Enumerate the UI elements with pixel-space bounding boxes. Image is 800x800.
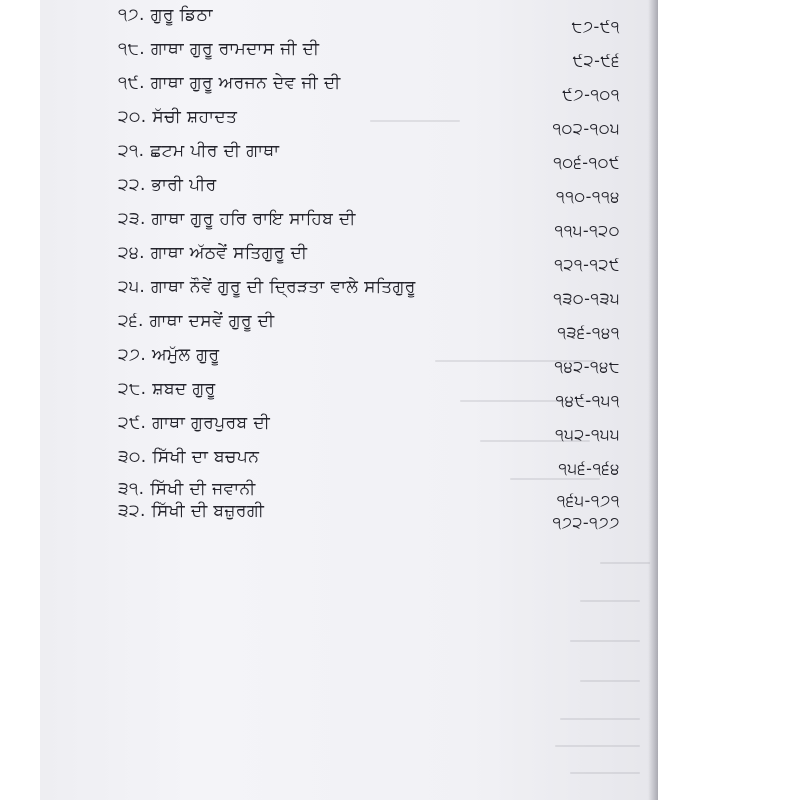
entry-title: ੨੩. ਗਾਥਾ ਗੁਰੂ ਹਰਿ ਰਾਇ ਸਾਹਿਬ ਦੀ [118,209,356,229]
entry-title: ੧੮. ਗਾਥਾ ਗੁਰੂ ਰਾਮਦਾਸ ਜੀ ਦੀ [118,39,320,59]
entry-title: ੨੨. ਭਾਰੀ ਪੀਰ [118,175,217,195]
entry-title: ੨੭. ਅਮੁੱਲ ਗੁਰੂ [118,345,220,365]
toc-entry [40,446,658,480]
entry-page-range: ੧੦੬-੧੦੯ [553,153,620,172]
entry-title: ੩੧. ਸਿੱਖੀ ਦੀ ਜਵਾਨੀ [118,479,256,499]
entry-page-range: ੧੪੨-੧੪੮ [554,357,620,376]
entry-title: ੩੦. ਸਿੱਖੀ ਦਾ ਬਚਪਨ [118,447,260,467]
entry-title: ੨੦. ਸੱਚੀ ਸ਼ਹਾਦਤ [118,107,238,127]
entry-page-range: ੧੨੧-੧੨੯ [554,255,620,274]
entry-title: ੨੧. ਛਟਮ ਪੀਰ ਦੀ ਗਾਥਾ [118,141,280,161]
toc-entry [40,4,658,38]
entry-title: ੧੭. ਗੁਰੂ ਡਿਠਾ [118,5,213,25]
toc-entry [40,140,658,174]
entry-page-range: ੧੦੨-੧੦੫ [552,119,620,138]
entry-page-range: ੯੭-੧੦੧ [562,85,620,104]
entry-page-range: ੧੩੬-੧੪੧ [557,323,620,342]
toc-entry [40,174,658,208]
toc-entry [40,38,658,72]
toc-entry [40,378,658,412]
entry-page-range: ੯੨-੯੬ [572,51,620,70]
toc-entry [40,208,658,242]
book-page [40,0,658,800]
toc-entry [40,344,658,378]
entry-page-range: ੧੧੫-੧੨੦ [554,221,620,240]
toc-entry [40,106,658,140]
entry-page-range: ੮੭-੯੧ [571,17,620,36]
entry-page-range: ੧੩੦-੧੩੫ [553,289,620,308]
entry-page-range: ੧੪੯-੧੫੧ [555,391,620,410]
toc-entry [40,242,658,276]
entry-page-range: ੧੧੦-੧੧੪ [556,187,620,206]
entry-title: ੨੮. ਸ਼ਬਦ ਗੁਰੂ [118,379,216,399]
toc-entry [40,310,658,344]
entry-title: ੨੯. ਗਾਥਾ ਗੁਰਪੁਰਬ ਦੀ [118,413,271,433]
entry-title: ੩੨. ਸਿੱਖੀ ਦੀ ਬਜ਼ੁਰਗੀ [118,501,265,521]
entry-title: ੧੯. ਗਾਥਾ ਗੁਰੂ ਅਰਜਨ ਦੇਵ ਜੀ ਦੀ [118,73,341,93]
page-edge-shadow [648,0,658,800]
toc-entry [40,412,658,446]
entry-title: ੨੫. ਗਾਥਾ ਨੌਵੇਂ ਗੁਰੂ ਦੀ ਦ੍ਰਿੜਤਾ ਵਾਲੇ ਸਤਿਗੁਰੂ [118,277,416,297]
entry-page-range: ੧੬੫-੧੭੧ [556,491,620,510]
entry-page-range: ੧੭੨-੧੭੭ [552,513,620,532]
entry-page-range: ੧੫੬-੧੬੪ [558,459,620,478]
entry-title: ੨੪. ਗਾਥਾ ਅੱਠਵੇਂ ਸਤਿਗੁਰੂ ਦੀ [118,243,308,263]
entry-title: ੨੬. ਗਾਥਾ ਦਸਵੇਂ ਗੁਰੂ ਦੀ [118,311,275,331]
toc-entry [40,72,658,106]
entry-page-range: ੧੫੨-੧੫੫ [555,425,620,444]
toc-entry [40,276,658,310]
toc-entry [40,500,658,534]
